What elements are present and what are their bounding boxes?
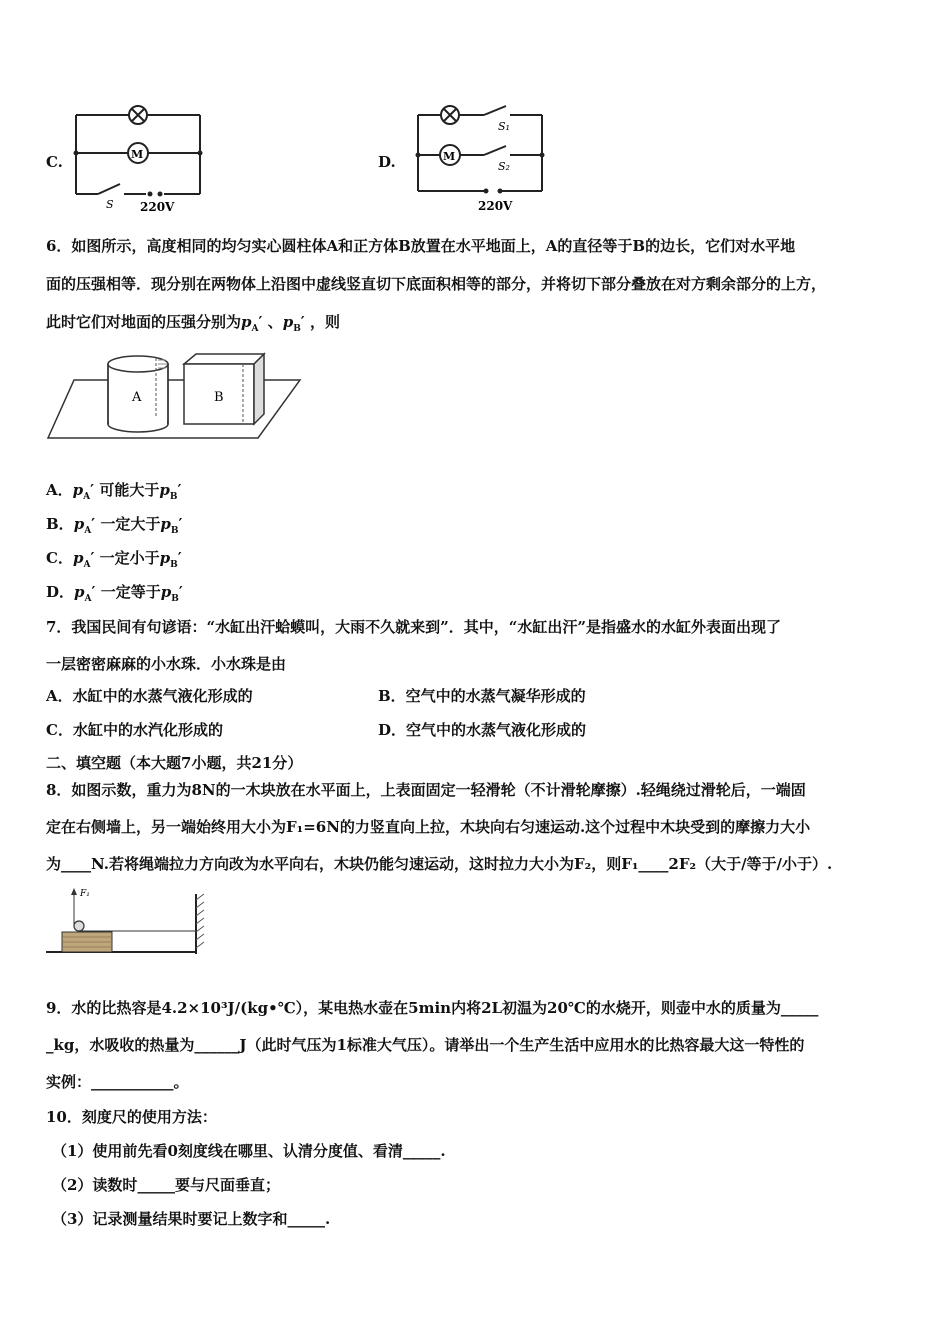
q9-line3: 实例：___________。 (46, 1073, 189, 1091)
fig-label-b: B (214, 390, 224, 405)
q10-title: 10．刻度尺的使用方法： (46, 1108, 217, 1126)
switch-s-label: S (106, 198, 114, 211)
q6-figure (44, 350, 304, 446)
q6-line1: 6．如图所示，高度相同的均匀实心圆柱体A和正方体B放置在水平地面上，A的直径等于B的边长，它们对水平地 (46, 237, 796, 255)
q8-figure (44, 884, 208, 956)
q8-line3: 为____N.若将绳端拉力方向改为水平向右，木块仍能匀速运动，这时拉力大小为F₂，则F₁____2F₂（大于/等于/小于）. (46, 855, 833, 873)
q9-line1: 9．水的比热容是4.2×10³J/(kg•℃），某电热水壶在5min内将2L初温为20℃的水烧开，则壶中水的质量为_____ (46, 999, 819, 1017)
q7-option-d: D．空气中的水蒸气液化形成的 (378, 721, 587, 739)
q10-item-2: （2）读数时_____要与尺面垂直； (52, 1176, 280, 1194)
q7-option-b: B．空气中的水蒸气凝华形成的 (378, 687, 586, 705)
q6-option-a: A．$p_A'$ 可能大于$p_B'$ (46, 481, 182, 502)
circuit-c-diagram (70, 98, 210, 218)
q7-line1: 7．我国民间有句谚语：“水缸出汗蛤蟆叫，大雨不久就来到”．其中，“水缸出汗”是指盛水的水缸外表面出现了 (46, 618, 781, 636)
q6-option-b: B．$p_A'$ 一定大于$p_B'$ (46, 515, 183, 536)
q7-option-c: C．水缸中的水汽化形成的 (46, 721, 223, 739)
f1-label: F₁ (80, 889, 90, 899)
q6-line3: 此时它们对地面的压强分别为$p_A'$ 、$p_B'$ ，则 (46, 313, 340, 334)
q7-option-a: A．水缸中的水蒸气液化形成的 (46, 687, 253, 705)
q6-option-d: D．$p_A'$ 一定等于$p_B'$ (46, 583, 183, 604)
circuit-d-label: D. (378, 153, 396, 171)
motor-symbol: M (131, 148, 144, 161)
circuit-d-diagram (410, 98, 550, 218)
voltage-label-d: 220V (478, 199, 513, 213)
voltage-label: 220V (140, 200, 175, 214)
q9-line2: _kg，水吸收的热量为______J（此时气压为1标准大气压）。请举出一个生产生活中应用水的比热容最大这一特性的 (46, 1036, 805, 1054)
switch-s2-label: S₂ (498, 160, 510, 173)
section2-title: 二、填空题（本大题7小题，共21分） (46, 754, 303, 772)
q10-item-3: （3）记录测量结果时要记上数字和_____. (52, 1210, 331, 1228)
q7-line2: 一层密密麻麻的小水珠．小水珠是由 (46, 655, 287, 673)
switch-s1-label: S₁ (498, 120, 510, 133)
q6-line2: 面的压强相等．现分别在两物体上沿图中虚线竖直切下底面积相等的部分，并将切下部分叠放在对方剩余部分的上方， (46, 275, 827, 293)
q8-line2: 定在右侧墙上，另一端始终用大小为F₁=6N的力竖直向上拉，木块向右匀速运动.这个过程中木块受到的摩擦力大小 (46, 818, 811, 836)
q10-item-1: （1）使用前先看0刻度线在哪里、认清分度值、看清_____. (52, 1142, 446, 1160)
fig-label-a: A (132, 390, 142, 405)
q8-line1: 8．如图示数，重力为8N的一木块放在水平面上，上表面固定一轻滑轮（不计滑轮摩擦）.轻绳绕过滑轮后，一端固 (46, 781, 806, 799)
circuit-c-label: C. (46, 153, 63, 171)
motor-symbol-d: M (443, 150, 456, 163)
q6-option-c: C．$p_A'$ 一定小于$p_B'$ (46, 549, 182, 570)
